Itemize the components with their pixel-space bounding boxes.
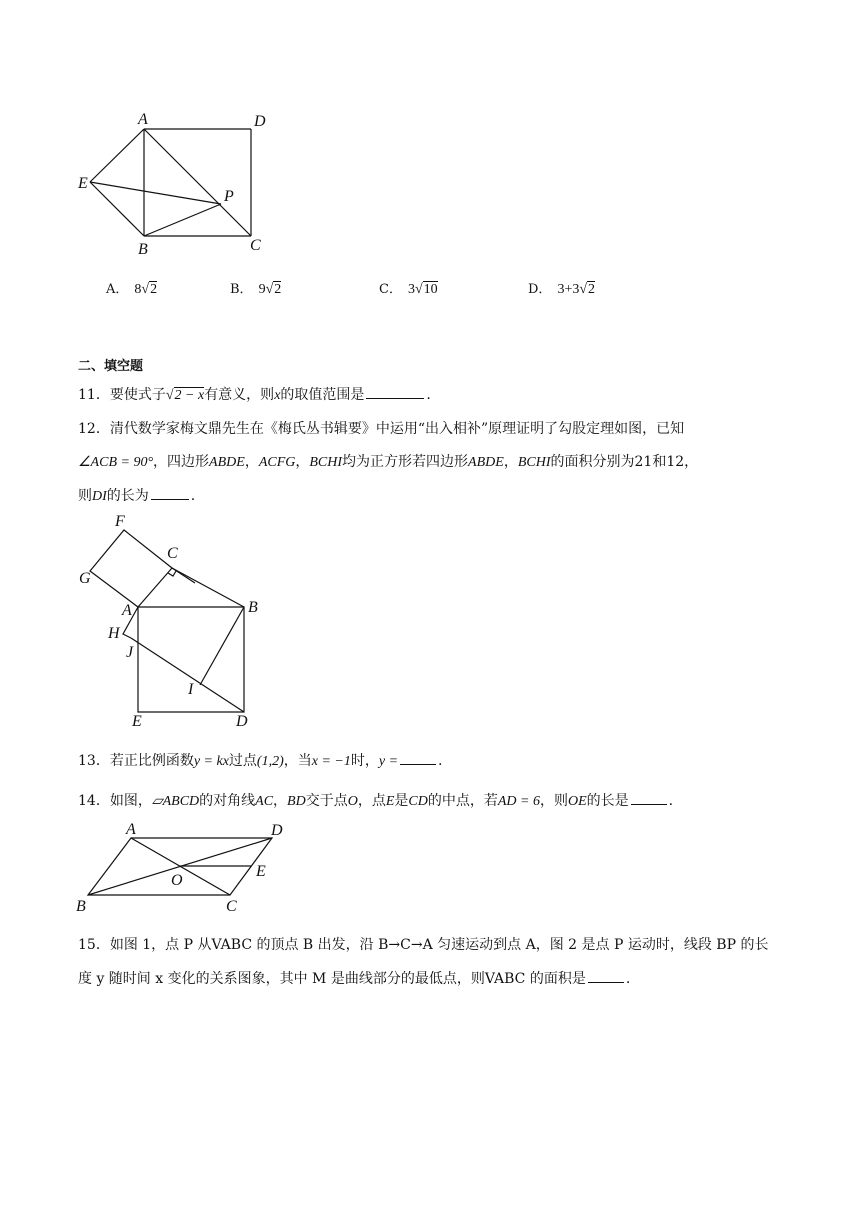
question-12-line-3 [78,485,195,505]
segment-AE [90,129,144,182]
q14-text-c: ， [273,793,288,809]
q12-text-b: ， [244,454,259,470]
label-F: F [115,513,125,530]
segment-BP [144,204,221,236]
q10-figure [74,108,274,258]
option-d-prefix: 3+3 [557,282,580,297]
question-12-line-2 [78,451,698,471]
q13-eq: y = kx [193,754,229,769]
q14-end: . [668,793,674,809]
label-A: A [122,602,132,619]
label-A: A [126,821,136,838]
option-d-radicand: 2 [588,282,596,297]
q13-end: . [438,753,443,769]
label-D: D [236,713,248,730]
q14-text-g: 的中点，若 [427,793,498,809]
label-P: P [224,188,234,205]
q14-e: E [385,794,395,809]
q11-var: x [274,388,281,403]
segment-CI [172,568,195,583]
q15-line-2-text: 度 y 随时间 x 变化的关系图象，其中 M 是曲线部分的最低点，则VABC 的面积是 [78,971,586,987]
q14-cd: CD [408,794,428,809]
q12-text-d: 均为正方形若四边形 [342,454,469,470]
q13-point: (1,2) [256,754,284,769]
option-a-prefix: 8 [134,282,142,297]
segment-AP [144,129,251,236]
q12-bchi-2: BCHI [517,455,551,470]
q12-bchi: BCHI [309,455,343,470]
segment-BI [200,607,244,685]
q15-line-1-text: 如图 1，点 P 从VABC 的顶点 B 出发，沿 B→C→A 匀速运动到点 A，图 2 是点 P 运动时，线段 BP 的长 [109,937,769,953]
question-12-line-1 [78,418,684,438]
q14-text-b: 的对角线 [199,793,256,809]
option-b-radicand: 2 [274,282,282,297]
option-b-prefix: 9 [258,282,266,297]
q11-text-c: 的取值范围是 [280,387,365,403]
q15-number: 15． [78,937,110,953]
label-O: O [171,872,183,889]
label-D: D [254,113,266,130]
question-15-line-1 [78,934,768,954]
q14-bd: BD [287,794,306,809]
q14-text-i: 的长是 [586,793,629,809]
q13-number: 13． [78,753,110,769]
q14-text-d: 交于点 [305,793,348,809]
q12-end: . [190,488,196,504]
label-E: E [256,863,266,880]
q13-x-value: x = −1 [311,754,351,769]
label-C: C [167,545,178,562]
option-a: A． 8√2 [106,282,158,297]
label-H: H [108,625,120,642]
q11-number: 11． [78,387,110,403]
q14-number: 14． [78,793,110,809]
label-C: C [226,898,237,915]
q12-line-3-a: 则 [78,488,92,504]
q12-answer-blank[interactable] [151,498,189,500]
q13-text-b: 过点 [228,753,257,769]
q11-text-a: 要使式子 [109,387,166,403]
segment-EP [90,182,221,204]
q12-area-12: 12 [666,454,685,470]
q12-text-a: ，四边形 [153,454,210,470]
q15-end: . [625,971,631,987]
q12-text-e: ， [503,454,518,470]
q12-figure [74,510,274,732]
q12-acfg: ACFG [258,455,296,470]
section-title: 二、填空题 [78,359,144,374]
q12-abde: ABDE [209,455,245,470]
q13-y-eq: y = [378,754,399,769]
q13-text-a: 若正比例函数 [109,753,194,769]
q14-text-f: 是 [394,793,409,809]
q14-o: O [347,794,358,809]
square-ACFG [90,530,172,607]
option-c-prefix: 3 [407,282,415,297]
option-c-radicand: 10 [423,282,438,297]
q12-text-f: 的面积分别为 [550,454,635,470]
q14-figure [74,818,294,918]
label-A: A [138,111,148,128]
q14-text-a: 如图， [109,793,152,809]
option-a-letter: A． [106,282,129,297]
label-E: E [132,713,142,730]
q12-abde-2: ABDE [468,455,504,470]
q12-angle: ∠ACB = 90° [78,455,154,470]
question-14 [78,790,673,810]
segment-JD [131,638,244,712]
label-G: G [79,570,91,587]
option-d: D． 3+3√2 [528,282,596,297]
q12-text-g: 和 [652,454,667,470]
label-B: B [248,599,258,616]
option-b-letter: B． [230,282,253,297]
q11-text-b: 有意义，则 [204,387,275,403]
q12-line-1-text: 清代数学家梅文鼎先生在《梅氏丛书辑要》中运用“出入相补”原理证明了勾股定理如图，已知 [109,421,685,437]
question-13 [78,750,442,770]
q13-text-c: ，当 [283,753,312,769]
segment-CB [172,568,244,607]
label-J: J [126,644,134,661]
q12-line-3-b: 的长为 [106,488,149,504]
sqrt-sign: √ [165,388,174,403]
q12-di: DI [92,489,107,504]
label-B: B [138,241,148,258]
question-15-line-2 [78,968,630,988]
q14-text-h: ，则 [539,793,568,809]
q13-answer-blank[interactable] [400,763,436,765]
q15-answer-blank[interactable] [588,981,624,983]
q14-text-e: ，点 [357,793,386,809]
q13-text-d: 时， [350,753,379,769]
option-b: B． 9√2 [230,282,282,297]
option-d-letter: D． [528,282,552,297]
q12-text-h: ， [684,454,699,470]
q12-area-21: 21 [634,454,653,470]
q14-oe: OE [567,794,587,809]
label-I: I [188,681,194,698]
q12-number: 12． [78,421,110,437]
option-a-radicand: 2 [150,282,158,297]
label-E: E [78,175,88,192]
label-C: C [250,237,261,254]
q11-end: . [426,387,431,403]
label-D: D [271,822,283,839]
q14-ac: AC [255,794,274,809]
q11-radicand: 2 − x [174,388,205,403]
q14-parallelogram: ▱ABCD [151,794,200,809]
q14-answer-blank[interactable] [631,803,667,805]
option-c-letter: C． [379,282,402,297]
q11-answer-blank[interactable] [366,397,424,399]
q12-text-c: ， [295,454,310,470]
q14-ad: AD = 6 [497,794,540,809]
option-c: C． 3√10 [379,282,438,297]
question-11 [78,384,431,404]
label-B: B [76,898,86,915]
